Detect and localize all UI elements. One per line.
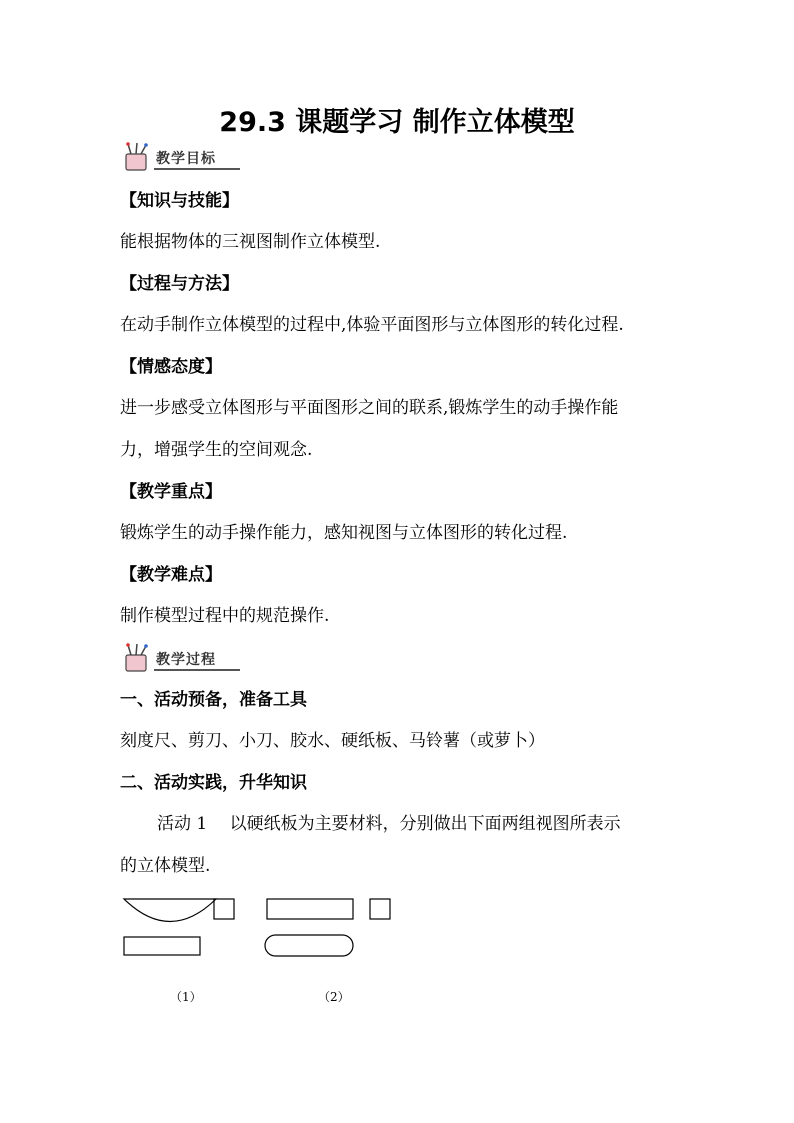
badge-underline [154, 168, 240, 170]
badge-underline [154, 669, 240, 671]
difficult-point-heading: 【教学难点】 [120, 565, 222, 585]
emotion-text-line1: 进一步感受立体图形与平面图形之间的联系,锻炼学生的动手操作能 [120, 398, 619, 418]
knowledge-heading: 【知识与技能】 [120, 191, 239, 211]
square-side-view [214, 899, 234, 919]
key-point-heading: 【教学重点】 [120, 482, 222, 502]
emotion-heading: 【情感态度】 [120, 357, 222, 377]
square-side-view-2 [370, 899, 390, 919]
badge-label: 教学目标 [156, 151, 216, 167]
activity1-text-line1: 活动 1 以硬纸板为主要材料，分别做出下面两组视图所表示 [157, 814, 621, 834]
rounded-top-view [265, 935, 353, 956]
process-text: 在动手制作立体模型的过程中,体验平面图形与立体图形的转化过程. [120, 315, 624, 335]
badge-label: 教学过程 [156, 652, 216, 668]
pencil-cup-icon [120, 142, 154, 172]
knowledge-text: 能根据物体的三视图制作立体模型. [120, 232, 381, 252]
emotion-text-line2: 力，增强学生的空间观念. [120, 440, 313, 460]
pencil-cup-icon [120, 643, 154, 673]
rectangle-top-view [124, 937, 200, 955]
difficult-point-text: 制作模型过程中的规范操作. [120, 606, 330, 626]
objectives-badge [120, 142, 240, 172]
rectangle-front-view [267, 899, 353, 919]
process-heading: 【过程与方法】 [120, 274, 239, 294]
step1-heading: 一、活动预备，准备工具 [120, 690, 307, 710]
step1-text: 刻度尺、剪刀、小刀、胶水、硬纸板、马铃薯（或萝卜） [120, 731, 545, 751]
figure-caption-1: （1） [170, 990, 202, 1004]
figure-caption-2: （2） [318, 990, 350, 1004]
three-view-figure [120, 892, 400, 964]
process-badge [120, 643, 240, 673]
step2-heading: 二、活动实践，升华知识 [120, 773, 307, 793]
activity1-text-line2: 的立体模型. [120, 856, 211, 876]
segment-front-view [124, 899, 216, 922]
key-point-text: 锻炼学生的动手操作能力，感知视图与立体图形的转化过程. [120, 523, 568, 543]
page-title: 29.3 课题学习 制作立体模型 [219, 107, 575, 138]
